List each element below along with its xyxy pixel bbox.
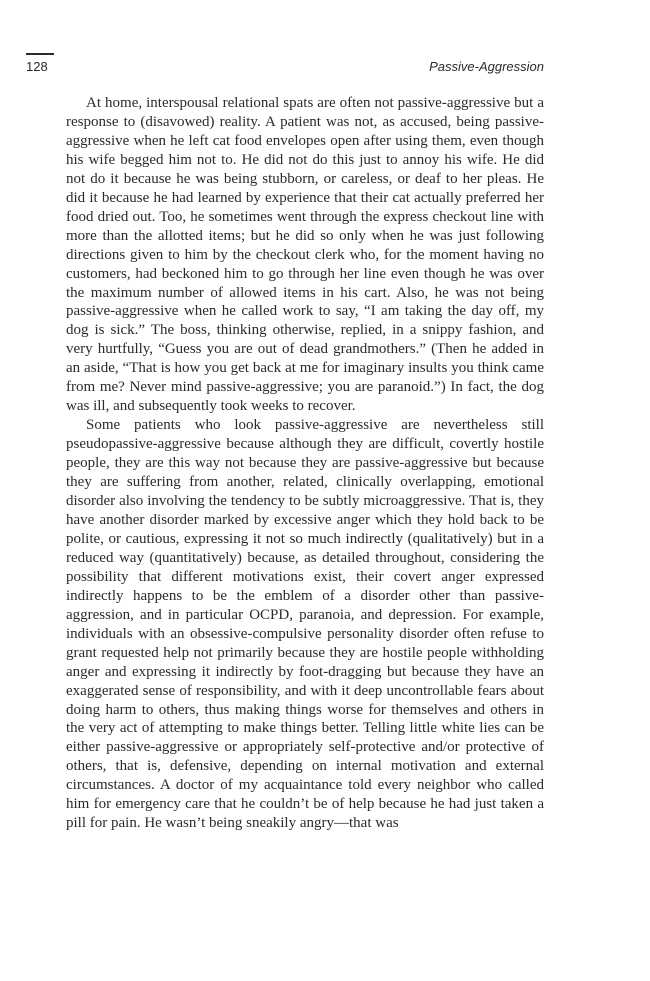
page-number: 128 [26, 59, 48, 74]
running-head: Passive-Aggression [429, 59, 544, 74]
body-text [66, 94, 544, 833]
header-rule [26, 53, 54, 55]
paragraph: Some patients who look passive-aggressive are nevertheless still pseudopassive-aggressive because although they are difficult, covertly hostile people, they are this way not because they are passive-aggressive but because they are suffering from another, related, clinically overlapping, emotional disorder also involving the tendency to be subtly microaggressive. That is, they have another disorder marked by excessive anger which they hold back to be polite, or cautious, expressing it not so much indirectly (qualitatively) but in a reduced way (quantitatively) because, as detailed throughout, considering the possibility that different motivations exist, their covert anger expressed indirectly happens to be the emblem of a disorder other than passive-aggression, and in particular OCPD, paranoia, and depression. For example, individuals with an obsessive-compulsive personality disorder often refuse to grant requested help not primarily because they are hostile people withholding anger and expressing it indirectly by foot-dragging but because they have an exaggerated sense of responsibility, and with it deep uncontrollable fears about doing harm to others, thus making things worse for themselves and others in the very act of attempting to make things better. Telling little white lies can be either passive-aggressive or appropriately self-protective and/or protective of others, that is, defensive, depending on internal motivation and external circumstances. A doctor of my acquaintance told every neighbor who called him for emergency care that he couldn’t be of help because he had just taken a pill for pain. He wasn’t being sneakily angry—that was [66, 417, 544, 832]
paragraph: At home, interspousal relational spats are often not passive-aggressive but a response to (disavowed) reality. A patient was not, as accused, being passive-aggressive when he left cat food envelopes open after using them, even though his wife begged him not to. He did not do this just to annoy his wife. He did not do it because he was being stubborn, or careless, or deaf to her pleas. He did it because he had learned by experience that their cat actually preferred her food dried out. Too, he sometimes went through the express checkout line with more than the allotted items; but he did so only when he was just following directions given to him by the checkout clerk who, for the moment having no customers, had beckoned him to go through her line even though he was over the maximum number of allowed items in his cart. Also, he was not being passive-aggressive when he called work to say, “I am taking the day off, my dog is sick.” The boss, thinking otherwise, replied, in a snippy fashion, and very hurtfully, “Guess you are out of dead grandmothers.” (Then he added in an aside, “That is how you get back at me for imaginary insults you think came from me? Never mind passive-aggressive; you are paranoid.”) In fact, the dog was ill, and subsequently took weeks to recover. [66, 95, 544, 415]
